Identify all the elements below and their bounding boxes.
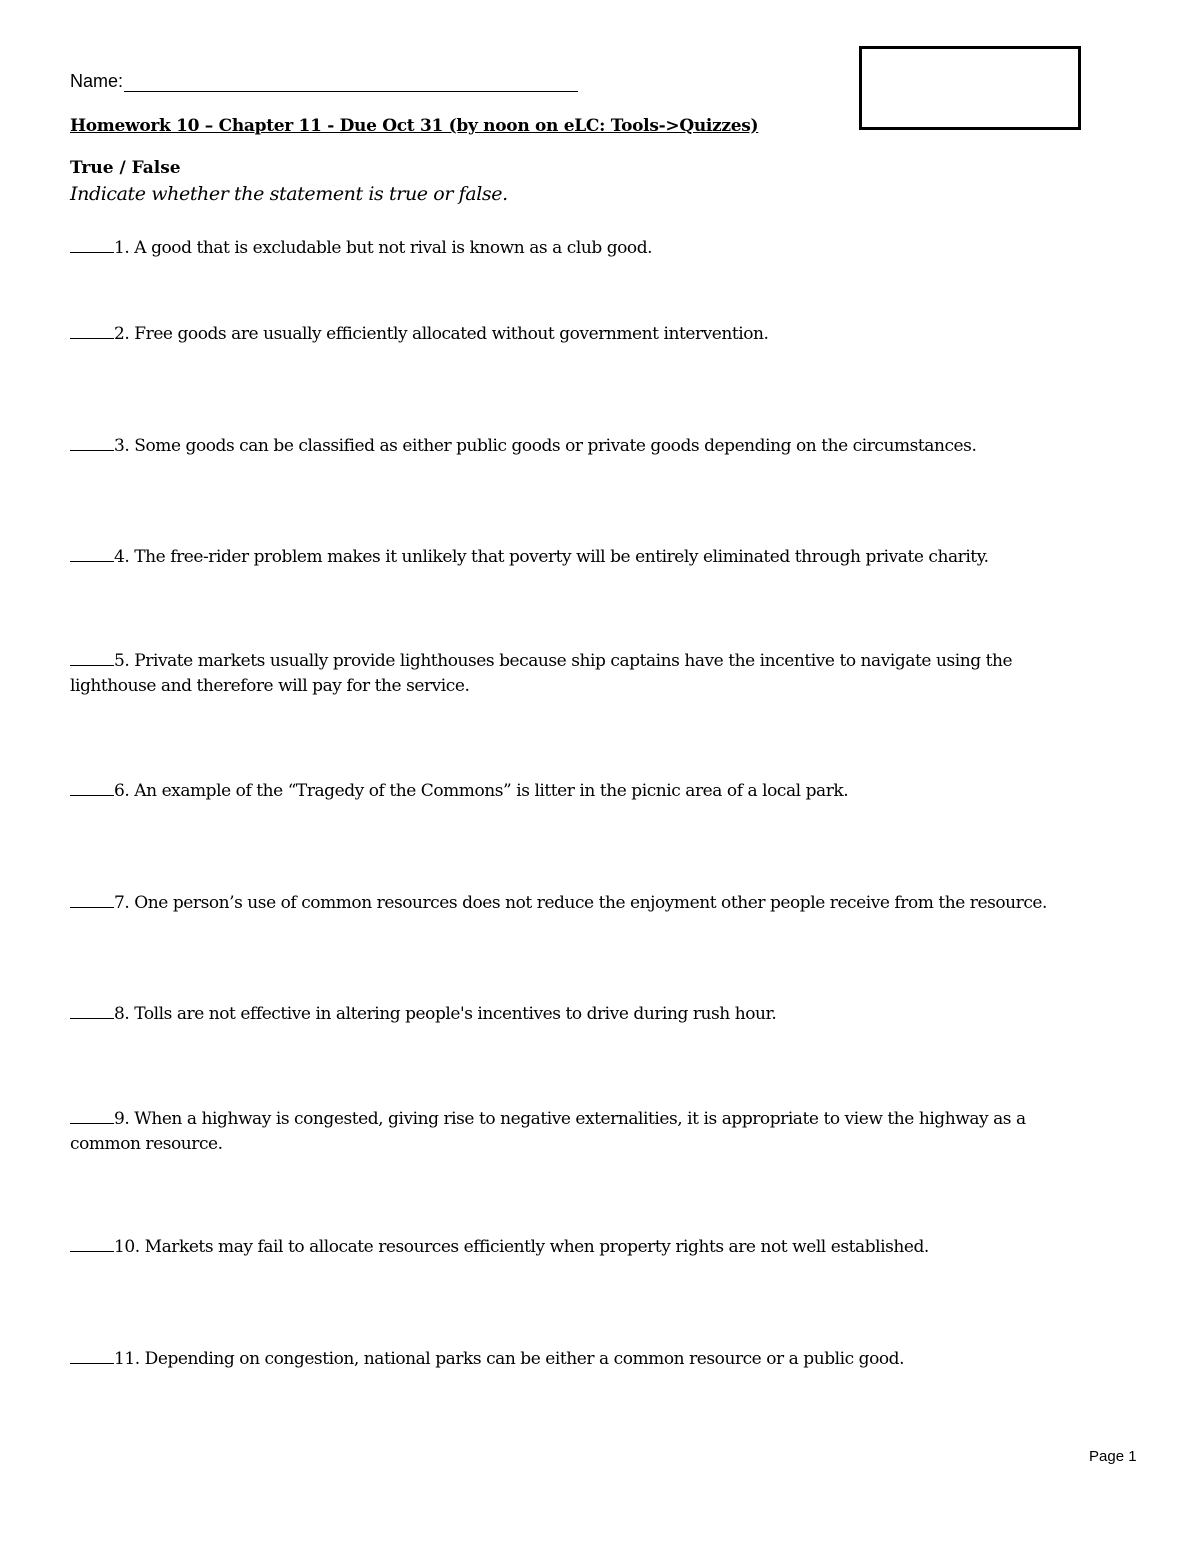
homework-title: Homework 10 – Chapter 11 - Due Oct 31 (by noon on eLC: Tools->Quizzes) — [70, 116, 759, 136]
answer-blank[interactable] — [70, 648, 114, 666]
question-text: Free goods are usually efficiently allocated without government intervention. — [134, 324, 769, 344]
question-text: An example of the “Tragedy of the Commons” is litter in the picnic area of a local park. — [134, 781, 849, 801]
question-text: One person’s use of common resources does not reduce the enjoyment other people receive from the resource. — [134, 893, 1047, 913]
question-number: 2. — [114, 324, 130, 344]
question-number: 1. — [114, 238, 130, 258]
question-item — [70, 1346, 1100, 1372]
answer-blank[interactable] — [70, 1234, 114, 1252]
question-text: Markets may fail to allocate resources efficiently when property rights are not well established. — [144, 1237, 929, 1257]
answer-blank[interactable] — [70, 778, 114, 796]
name-field-row — [70, 70, 578, 92]
question-number: 5. — [114, 651, 130, 671]
question-text: Some goods can be classified as either public goods or private goods depending on the circumstances. — [134, 436, 977, 456]
question-number: 3. — [114, 436, 130, 456]
question-number: 8. — [114, 1004, 130, 1024]
answer-blank[interactable] — [70, 890, 114, 908]
question-text: When a highway is congested, giving rise to negative externalities, it is appropriate to view the highway as a common resource. — [70, 1109, 1026, 1154]
question-item — [70, 433, 1100, 459]
answer-blank[interactable] — [70, 321, 114, 339]
question-number: 6. — [114, 781, 130, 801]
question-text: The free-rider problem makes it unlikely that poverty will be entirely eliminated through private charity. — [134, 547, 989, 567]
name-label: Name: — [70, 71, 124, 91]
answer-blank[interactable] — [70, 1106, 114, 1124]
question-text: Private markets usually provide lighthouses because ship captains have the incentive to navigate using the lighthouse and therefore will pay for the service. — [70, 651, 1013, 696]
question-item — [70, 235, 1100, 261]
question-item — [70, 1001, 1100, 1027]
question-number: 10. — [114, 1237, 140, 1257]
answer-blank[interactable] — [70, 433, 114, 451]
question-item — [70, 778, 1100, 804]
question-number: 9. — [114, 1109, 130, 1129]
answer-blank[interactable] — [70, 1346, 114, 1364]
question-text: A good that is excludable but not rival is known as a club good. — [134, 238, 653, 258]
answer-blank[interactable] — [70, 544, 114, 562]
name-blank-line[interactable] — [124, 70, 578, 92]
grade-box — [859, 46, 1081, 130]
question-item — [70, 321, 1100, 347]
question-item — [70, 544, 1100, 570]
question-number: 11. — [114, 1349, 140, 1369]
question-item — [70, 890, 1120, 916]
question-item — [70, 1234, 1100, 1260]
question-number: 4. — [114, 547, 130, 567]
question-item — [70, 648, 1060, 699]
question-number: 7. — [114, 893, 130, 913]
section-heading: True / False — [70, 158, 181, 178]
question-text: Tolls are not effective in altering people's incentives to drive during rush hour. — [134, 1004, 777, 1024]
page-number: Page 1 — [1089, 1448, 1137, 1465]
question-text: Depending on congestion, national parks can be either a common resource or a public good. — [144, 1349, 905, 1369]
answer-blank[interactable] — [70, 235, 114, 253]
question-item — [70, 1106, 1080, 1157]
section-instructions: Indicate whether the statement is true or false. — [70, 183, 508, 205]
answer-blank[interactable] — [70, 1001, 114, 1019]
